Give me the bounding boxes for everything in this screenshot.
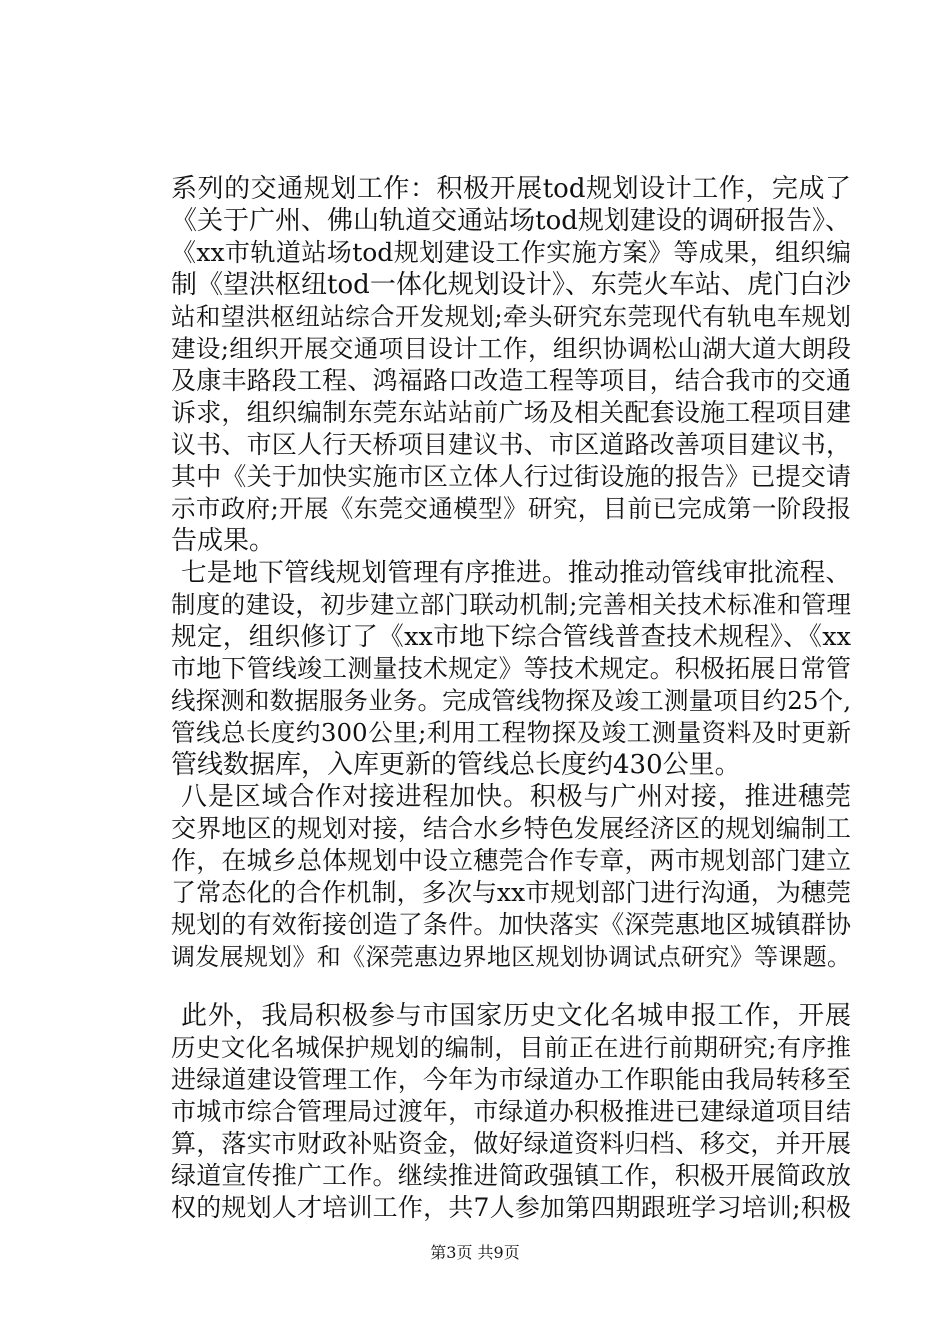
paragraph-line: 及康丰路段工程、鸿福路口改造工程等项目，结合我市的交通 [171, 366, 851, 395]
paragraph-line: 站和望洪枢纽站综合开发规划;牵头研究东莞现代有轨电车规划 [171, 302, 851, 331]
page-number-footer: 第3页 共9页 [430, 1243, 520, 1262]
paragraph-line: 算，落实市财政补贴资金，做好绿道资料归档、移交，并开展 [171, 1129, 851, 1158]
paragraph-line: 七是地下管线规划管理有序推进。推动推动管线审批流程、 [181, 558, 851, 588]
paragraph-line: 制度的建设，初步建立部门联动机制;完善相关技术标准和管理 [171, 590, 851, 619]
paragraph-line: 规定，组织修订了《xx市地下综合管线普查技术规程》、《xx [171, 622, 851, 652]
paragraph-line: 议书、市区人行天桥项目建议书、市区道路改善项目建议书， [171, 430, 851, 459]
paragraph-line: 绿道宣传推广工作。继续推进简政强镇工作，积极开展简政放 [171, 1161, 851, 1190]
paragraph-line: 规划的有效衔接创造了条件。加快落实《深莞惠地区城镇群协 [171, 910, 851, 939]
paragraph-line: 制《望洪枢纽tod一体化规划设计》、东莞火车站、虎门白沙 [171, 270, 851, 300]
paragraph-line: 进绿道建设管理工作，今年为市绿道办工作职能由我局转移至 [171, 1065, 851, 1094]
paragraph-line: 市地下管线竣工测量技术规定》等技术规定。积极拓展日常管 [171, 654, 851, 683]
paragraph-line: 告成果。 [171, 526, 276, 556]
paragraph-line: 八是区域合作对接进程加快。积极与广州对接，推进穗莞 [181, 782, 851, 812]
paragraph-line: 作，在城乡总体规划中设立穗莞合作专章，两市规划部门建立 [171, 846, 851, 875]
paragraph-line: 建设;组织开展交通项目设计工作，组织协调松山湖大道大朗段 [171, 334, 851, 363]
paragraph-line: 线探测和数据服务业务。完成管线物探及竣工测量项目约25个, [171, 686, 851, 715]
paragraph-line: 此外，我局积极参与市国家历史文化名城申报工作，开展 [181, 1001, 851, 1031]
paragraph-line: 示市政府;开展《东莞交通模型》研究，目前已完成第一阶段报 [171, 494, 851, 523]
paragraph-line: 权的规划人才培训工作，共7人参加第四期跟班学习培训;积极 [171, 1193, 851, 1222]
paragraph-line: 调发展规划》和《深莞惠边界地区规划协调试点研究》等课题。 [171, 943, 851, 971]
paragraph-line: 《关于广州、佛山轨道交通站场tod规划建设的调研报告》、 [171, 206, 851, 236]
paragraph-line: 市城市综合管理局过渡年，市绿道办积极推进已建绿道项目结 [171, 1097, 851, 1126]
paragraph-line: 历史文化名城保护规划的编制，目前正在进行前期研究;有序推 [171, 1033, 851, 1062]
paragraph-line: 管线总长度约300公里;利用工程物探及竣工测量资料及时更新 [171, 718, 851, 747]
paragraph-line: 系列的交通规划工作：积极开展tod规划设计工作，完成了 [171, 174, 851, 204]
paragraph-line: 交界地区的规划对接，结合水乡特色发展经济区的规划编制工 [171, 814, 851, 843]
paragraph-line: 管线数据库，入库更新的管线总长度约430公里。 [171, 750, 741, 780]
paragraph-line: 其中《关于加快实施市区立体人行过街设施的报告》已提交请 [171, 462, 851, 491]
paragraph-line: 诉求，组织编制东莞东站站前广场及相关配套设施工程项目建 [171, 398, 851, 427]
paragraph-line: 《xx市轨道站场tod规划建设工作实施方案》等成果，组织编 [171, 238, 851, 267]
paragraph-line: 了常态化的合作机制，多次与xx市规划部门进行沟通，为穗莞 [171, 878, 851, 907]
